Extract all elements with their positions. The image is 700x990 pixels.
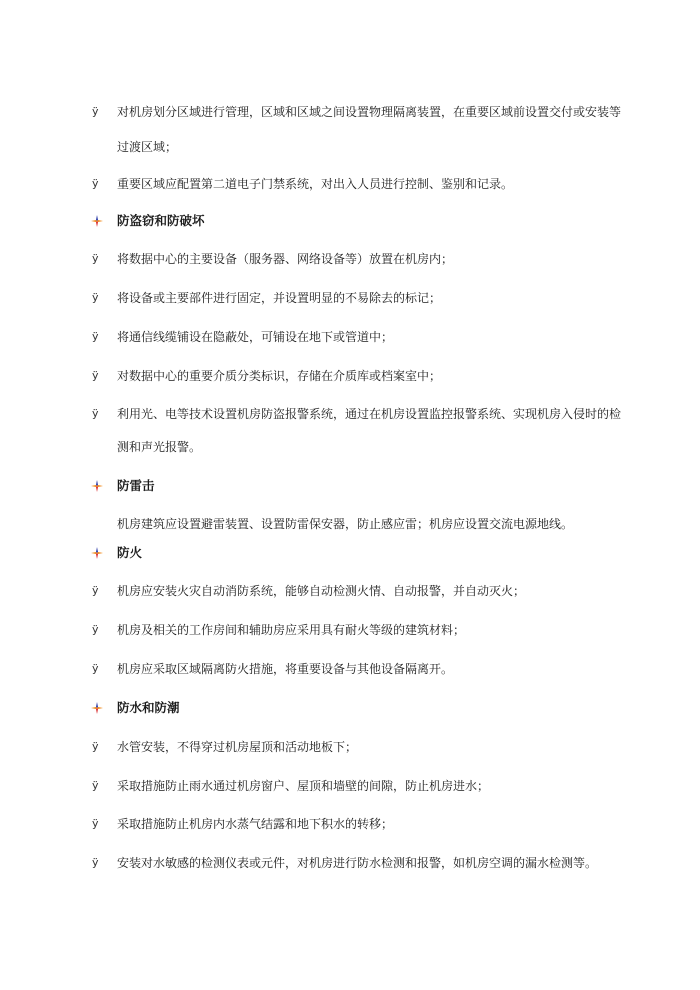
bullet-glyph: ÿ xyxy=(92,740,99,753)
bullet-glyph: ÿ xyxy=(92,252,99,265)
list-item-text: 重要区域应配置第二道电子门禁系统，对出入人员进行控制、鉴别和记录。 xyxy=(117,177,514,191)
bullet-glyph: ÿ xyxy=(92,291,99,304)
four-point-star-icon xyxy=(90,701,104,715)
list-item-text: 采取措施防止机房内水蒸气结露和地下积水的转移； xyxy=(117,817,394,831)
list-item-text: 安装对水敏感的检测仪表或元件，对机房进行防水检测和报警，如机房空调的漏水检测等。 xyxy=(117,856,598,870)
bullet-glyph: ÿ xyxy=(92,584,99,597)
list-item-text: 将设备或主要部件进行固定，并设置明显的不易除去的标记； xyxy=(117,291,442,305)
list-item-text: 对数据中心的重要介质分类标识，存储在介质库或档案室中； xyxy=(117,369,442,383)
bullet-glyph: ÿ xyxy=(92,105,99,118)
paragraph-text: 机房建筑应设置避雷装置、设置防雷保安器，防止感应雷；机房应设置交流电源地线。 xyxy=(117,517,574,531)
list-item-text: 采取措施防止雨水通过机房窗户、屋顶和墙壁的间隙，防止机房进水； xyxy=(117,779,490,793)
bullet-glyph: ÿ xyxy=(92,369,99,382)
section-heading-text: 防水和防潮 xyxy=(117,700,180,715)
bullet-glyph: ÿ xyxy=(92,856,99,869)
bullet-glyph: ÿ xyxy=(92,177,99,190)
bullet-glyph: ÿ xyxy=(92,623,99,636)
bullet-glyph: ÿ xyxy=(92,779,99,792)
four-point-star-icon xyxy=(90,214,104,228)
four-point-star-icon xyxy=(90,479,104,493)
four-point-star-icon xyxy=(90,546,104,560)
bullet-glyph: ÿ xyxy=(92,662,99,675)
list-item-text: 水管安装，不得穿过机房屋顶和活动地板下； xyxy=(117,740,358,754)
section-heading-text: 防火 xyxy=(117,545,143,560)
list-item-text: 将数据中心的主要设备（服务器、网络设备等）放置在机房内； xyxy=(117,252,454,266)
bullet-glyph: ÿ xyxy=(92,407,99,420)
section-heading-text: 防盗窃和防破坏 xyxy=(117,213,205,228)
list-item-text: 将通信线缆铺设在隐蔽处，可铺设在地下或管道中； xyxy=(117,330,394,344)
list-item-text: 对机房划分区域进行管理，区域和区域之间设置物理隔离装置，在重要区域前设置交付或安装等 xyxy=(117,105,622,119)
list-item-text: 过渡区域； xyxy=(117,140,178,154)
bullet-glyph: ÿ xyxy=(92,330,99,343)
bullet-glyph: ÿ xyxy=(92,817,99,830)
list-item-text: 测和声光报警。 xyxy=(117,440,202,454)
list-item-text: 机房应安装火灾自动消防系统，能够自动检测火情、自动报警，并自动灭火； xyxy=(117,584,526,598)
list-item-text: 利用光、电等技术设置机房防盗报警系统，通过在机房设置监控报警系统、实现机房入侵时的检 xyxy=(117,407,622,421)
list-item-text: 机房及相关的工作房间和辅助房应采用具有耐火等级的建筑材料； xyxy=(117,623,466,637)
list-item-text: 机房应采取区域隔离防火措施，将重要设备与其他设备隔离开。 xyxy=(117,662,454,676)
section-heading-text: 防雷击 xyxy=(117,478,155,493)
